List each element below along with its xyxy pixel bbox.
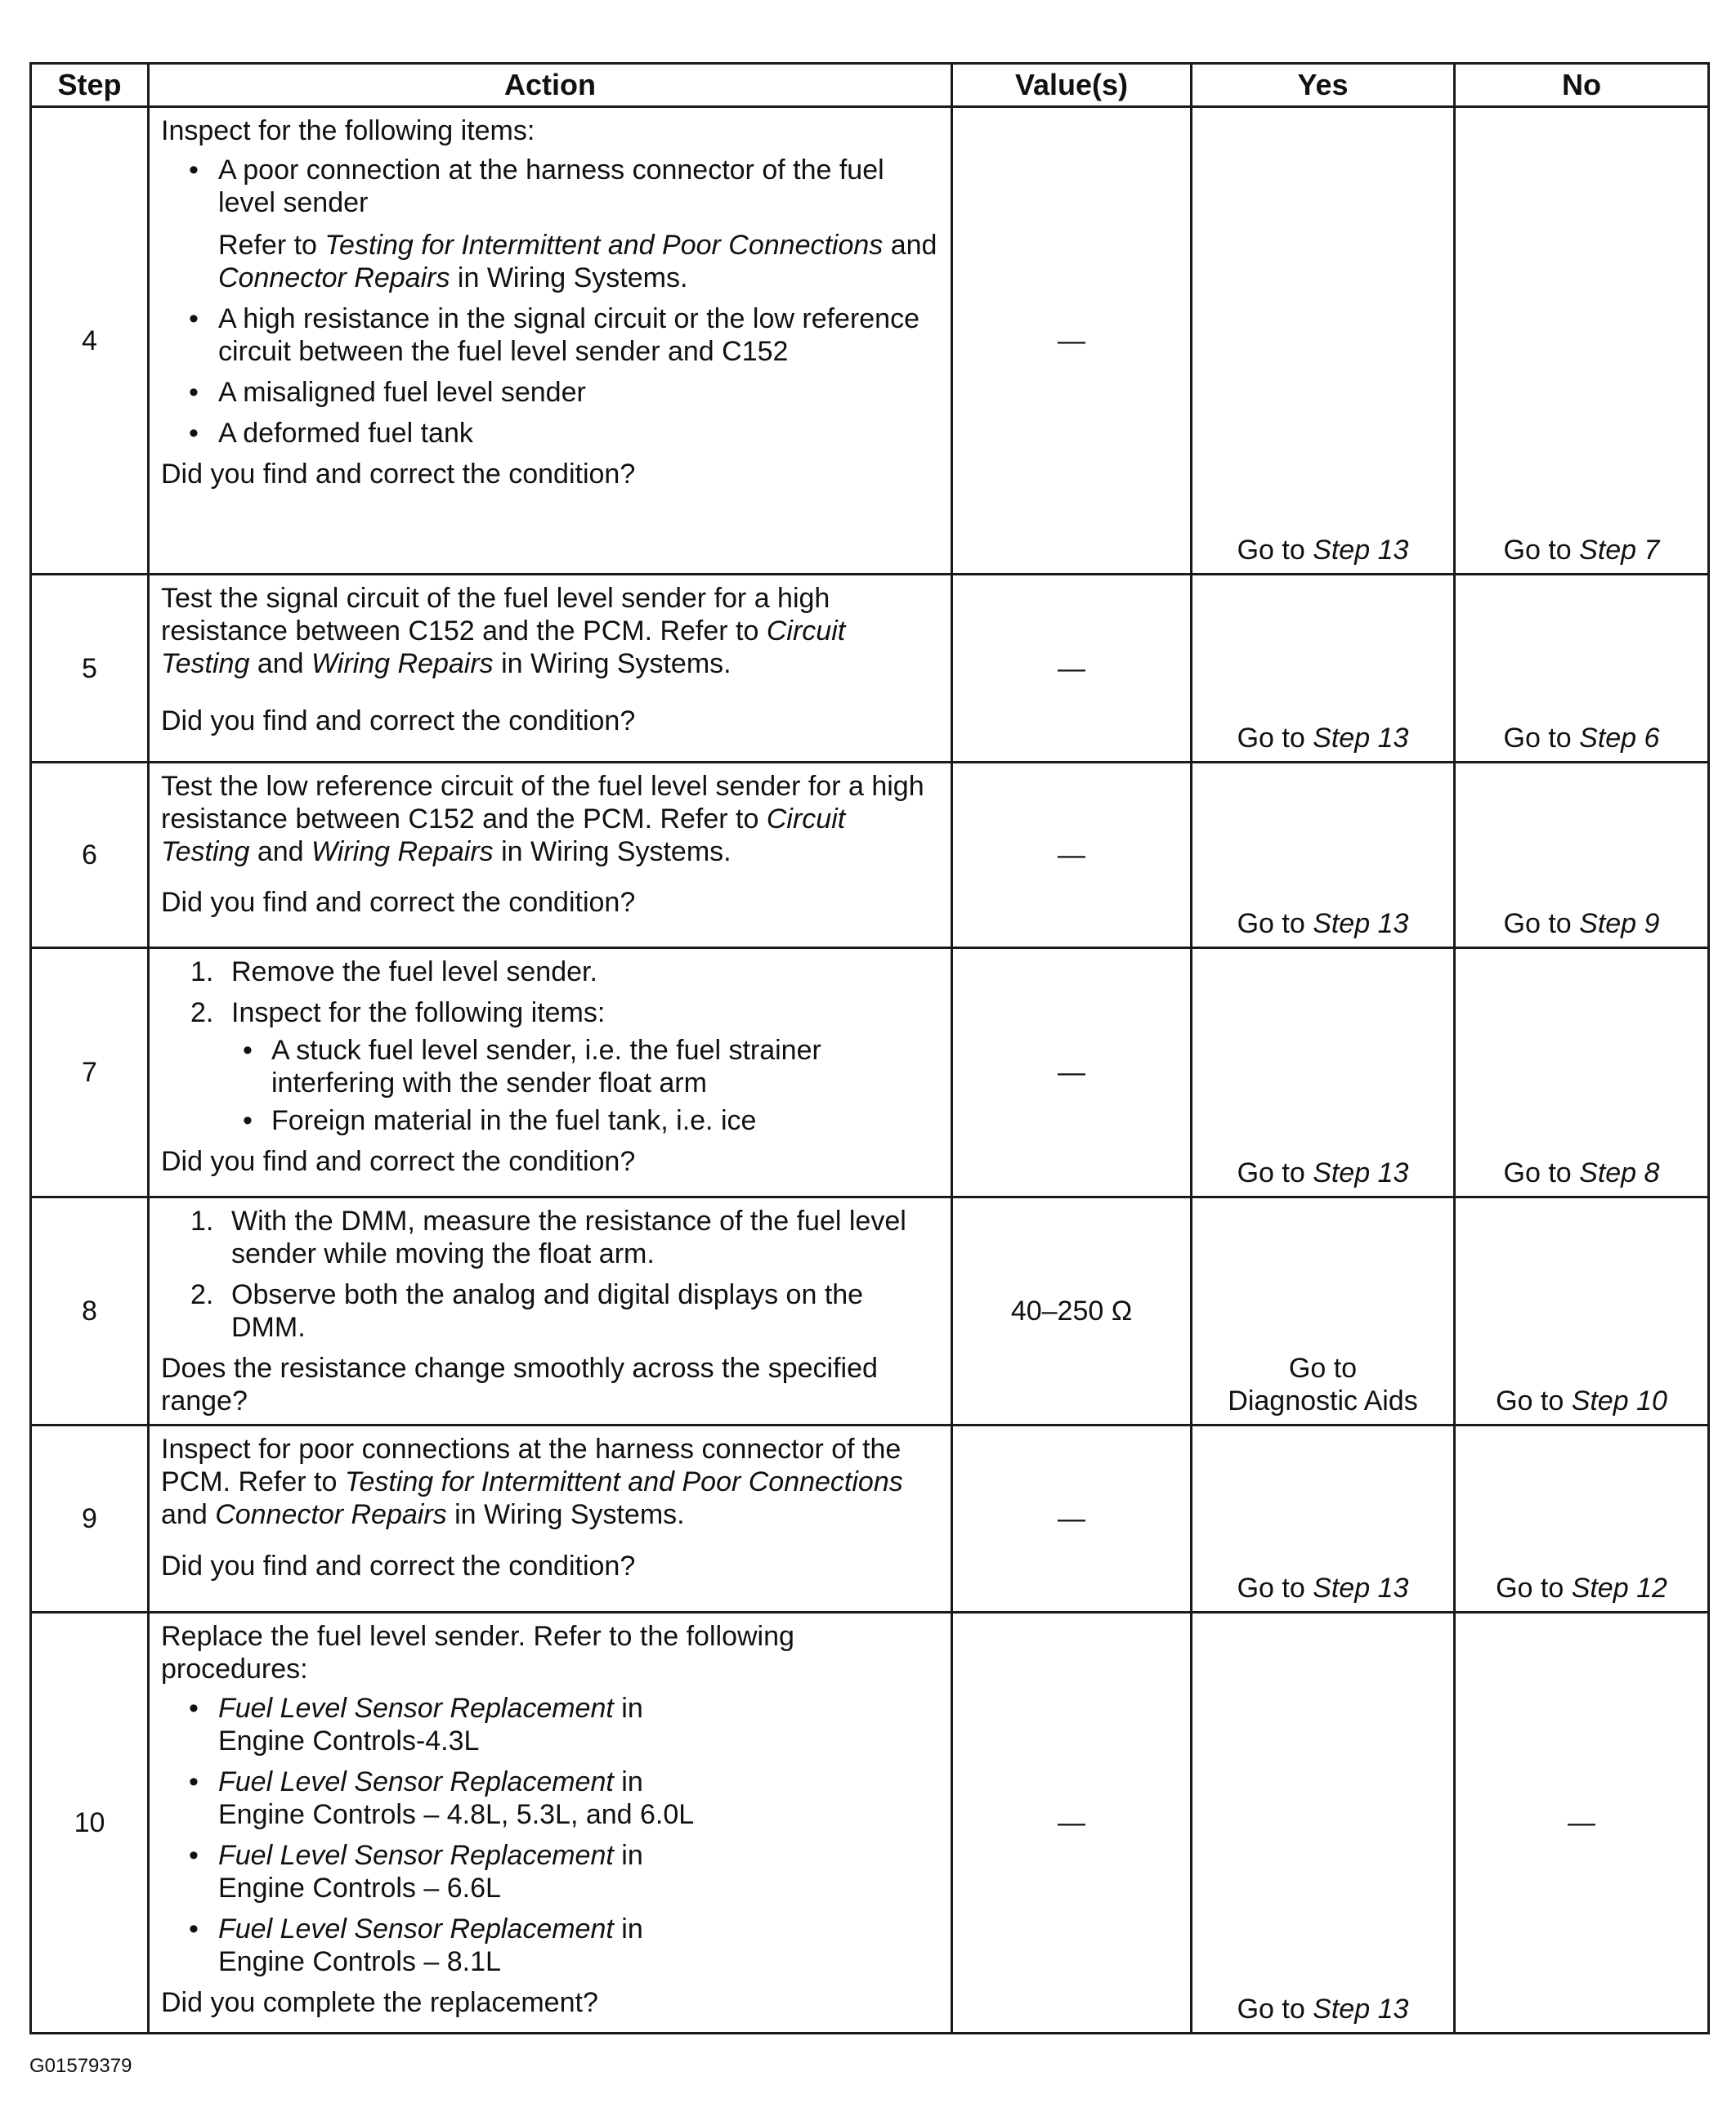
value-cell: — bbox=[952, 1613, 1192, 2034]
no-cell: Go to Step 7 bbox=[1455, 107, 1709, 575]
no-cell: — bbox=[1455, 1613, 1709, 2034]
step-number: 7 bbox=[31, 948, 149, 1197]
action-intro: Inspect for the following items: bbox=[161, 115, 535, 146]
header-row bbox=[31, 64, 1709, 107]
step-link: Step 6 bbox=[1579, 723, 1660, 754]
action-cell bbox=[149, 1197, 952, 1426]
no-cell: Go to Step 9 bbox=[1455, 763, 1709, 948]
action-question: Did you complete the replacement? bbox=[161, 1987, 598, 2018]
no-cell: Go to Step 6 bbox=[1455, 575, 1709, 763]
action-question: Did you find and correct the condition? bbox=[161, 459, 636, 490]
header-no: No bbox=[1455, 64, 1709, 107]
action-cell bbox=[149, 107, 952, 575]
step-link: Step 13 bbox=[1313, 535, 1409, 566]
action-text: Test the signal circuit of the fuel level sender for a high resistance between C152 and the PCM. Refer to Circuit Testing and Wiring Repairs in Wiring Systems. bbox=[161, 583, 846, 679]
value-cell: — bbox=[952, 107, 1192, 575]
yes-cell: Go to Step 13 bbox=[1192, 763, 1455, 948]
diagnostic-aids-link: Diagnostic Aids bbox=[1228, 1385, 1418, 1417]
action-question: Did you find and correct the condition? bbox=[161, 705, 636, 736]
yes-cell: Go to Step 13 bbox=[1192, 948, 1455, 1197]
list-item: • Fuel Level Sensor Replacement in Engine Controls-4.3L bbox=[161, 1692, 939, 1757]
no-cell: Go to Step 10 bbox=[1455, 1197, 1709, 1426]
header-action: Action bbox=[149, 64, 952, 107]
action-cell bbox=[149, 763, 952, 948]
list-item: • Fuel Level Sensor Replacement in Engine Controls – 6.6L bbox=[161, 1839, 939, 1904]
yes-cell: Go to Step 13 bbox=[1192, 1426, 1455, 1613]
step-number: 6 bbox=[31, 763, 149, 948]
step-number: 10 bbox=[31, 1613, 149, 2034]
action-question: Did you find and correct the condition? bbox=[161, 887, 636, 918]
action-cell bbox=[149, 948, 952, 1197]
table-row-step-4 bbox=[31, 107, 1709, 575]
action-intro: Replace the fuel level sender. Refer to the following procedures: bbox=[161, 1621, 794, 1685]
value-cell: — bbox=[952, 1426, 1192, 1613]
step-link: Step 9 bbox=[1579, 908, 1660, 939]
action-text: Inspect for poor connections at the harness connector of the PCM. Refer to Testing for Intermittent and Poor Connections and Connector Repairs in Wiring Systems. bbox=[161, 1434, 903, 1530]
list-item: • A stuck fuel level sender, i.e. the fuel strainer interfering with the sender float arm bbox=[161, 1034, 939, 1099]
list-item: • A poor connection at the harness connector of the fuel level sender Refer to Testing for Intermittent and Poor Connections and Connector Repairs in Wiring Systems. bbox=[161, 154, 939, 294]
no-cell: Go to Step 12 bbox=[1455, 1426, 1709, 1613]
table-row-step-9 bbox=[31, 1426, 1709, 1613]
step-number: 9 bbox=[31, 1426, 149, 1613]
figure-id: G01579379 bbox=[29, 2055, 132, 2077]
step-number: 5 bbox=[31, 575, 149, 763]
value-cell: — bbox=[952, 763, 1192, 948]
procedure-step: 1. Remove the fuel level sender. bbox=[190, 956, 597, 987]
action-question: Did you find and correct the condition? bbox=[161, 1146, 636, 1177]
no-cell: Go to Step 8 bbox=[1455, 948, 1709, 1197]
value-cell: 40–250 Ω bbox=[952, 1197, 1192, 1426]
action-cell bbox=[149, 1426, 952, 1613]
step-link: Step 7 bbox=[1579, 535, 1660, 566]
yes-cell: Go to Diagnostic Aids bbox=[1192, 1197, 1455, 1426]
step-number: 8 bbox=[31, 1197, 149, 1426]
step-link: Step 8 bbox=[1579, 1157, 1660, 1188]
step-link: Step 13 bbox=[1313, 723, 1409, 754]
step-link: Step 12 bbox=[1571, 1573, 1667, 1604]
procedure-list bbox=[161, 956, 939, 1137]
procedure-list bbox=[161, 1205, 939, 1344]
table-row-step-5 bbox=[31, 575, 1709, 763]
procedure-reference-list bbox=[161, 1692, 939, 1978]
list-item: • A misaligned fuel level sender bbox=[161, 376, 939, 409]
yes-cell: Go to Step 13 bbox=[1192, 107, 1455, 575]
action-question: Did you find and correct the condition? bbox=[161, 1551, 636, 1582]
list-item: • Fuel Level Sensor Replacement in Engine Controls – 8.1L bbox=[161, 1913, 939, 1978]
inspection-list bbox=[161, 154, 939, 450]
step-link: Step 13 bbox=[1313, 1994, 1409, 2025]
header-yes: Yes bbox=[1192, 64, 1455, 107]
yes-cell: Go to Step 13 bbox=[1192, 1613, 1455, 2034]
value-cell: — bbox=[952, 575, 1192, 763]
value-cell: — bbox=[952, 948, 1192, 1197]
action-text: Test the low reference circuit of the fuel level sender for a high resistance between C152 and the PCM. Refer to Circuit Testing and Wiring Repairs in Wiring Systems. bbox=[161, 771, 924, 867]
inspection-list bbox=[161, 1034, 939, 1137]
reference-note: Refer to Testing for Intermittent and Poor Connections and Connector Repairs in Wiring Systems. bbox=[218, 230, 937, 293]
list-item: • A high resistance in the signal circuit or the low reference circuit between the fuel level sender and C152 bbox=[161, 302, 939, 368]
action-question: Does the resistance change smoothly across the specified range? bbox=[161, 1353, 878, 1417]
list-item: • A deformed fuel tank bbox=[161, 417, 939, 450]
table-row-step-7 bbox=[31, 948, 1709, 1197]
yes-cell: Go to Step 13 bbox=[1192, 575, 1455, 763]
action-cell bbox=[149, 575, 952, 763]
procedure-step: 2. Observe both the analog and digital displays on the DMM. bbox=[190, 1279, 864, 1343]
table-row-step-6 bbox=[31, 763, 1709, 948]
list-item: • Fuel Level Sensor Replacement in Engine Controls – 4.8L, 5.3L, and 6.0L bbox=[161, 1766, 939, 1831]
table-row-step-8 bbox=[31, 1197, 1709, 1426]
diagnostic-table bbox=[29, 62, 1710, 2034]
step-link: Step 10 bbox=[1571, 1385, 1667, 1417]
procedure-step: 1. With the DMM, measure the resistance of the fuel level sender while moving the float arm. bbox=[190, 1206, 906, 1269]
step-link: Step 13 bbox=[1313, 1157, 1409, 1188]
action-cell bbox=[149, 1613, 952, 2034]
step-link: Step 13 bbox=[1313, 908, 1409, 939]
list-item: • Foreign material in the fuel tank, i.e. ice bbox=[161, 1104, 939, 1137]
procedure-step: 2. Inspect for the following items: • A stuck fuel level sender, i.e. the fuel strainer interfering with the sender float arm • Foreign material in the fuel tank, i.e. ice bbox=[161, 996, 939, 1137]
header-values: Value(s) bbox=[952, 64, 1192, 107]
step-link: Step 13 bbox=[1313, 1573, 1409, 1604]
header-step: Step bbox=[31, 64, 149, 107]
step-number: 4 bbox=[31, 107, 149, 575]
table-row-step-10 bbox=[31, 1613, 1709, 2034]
